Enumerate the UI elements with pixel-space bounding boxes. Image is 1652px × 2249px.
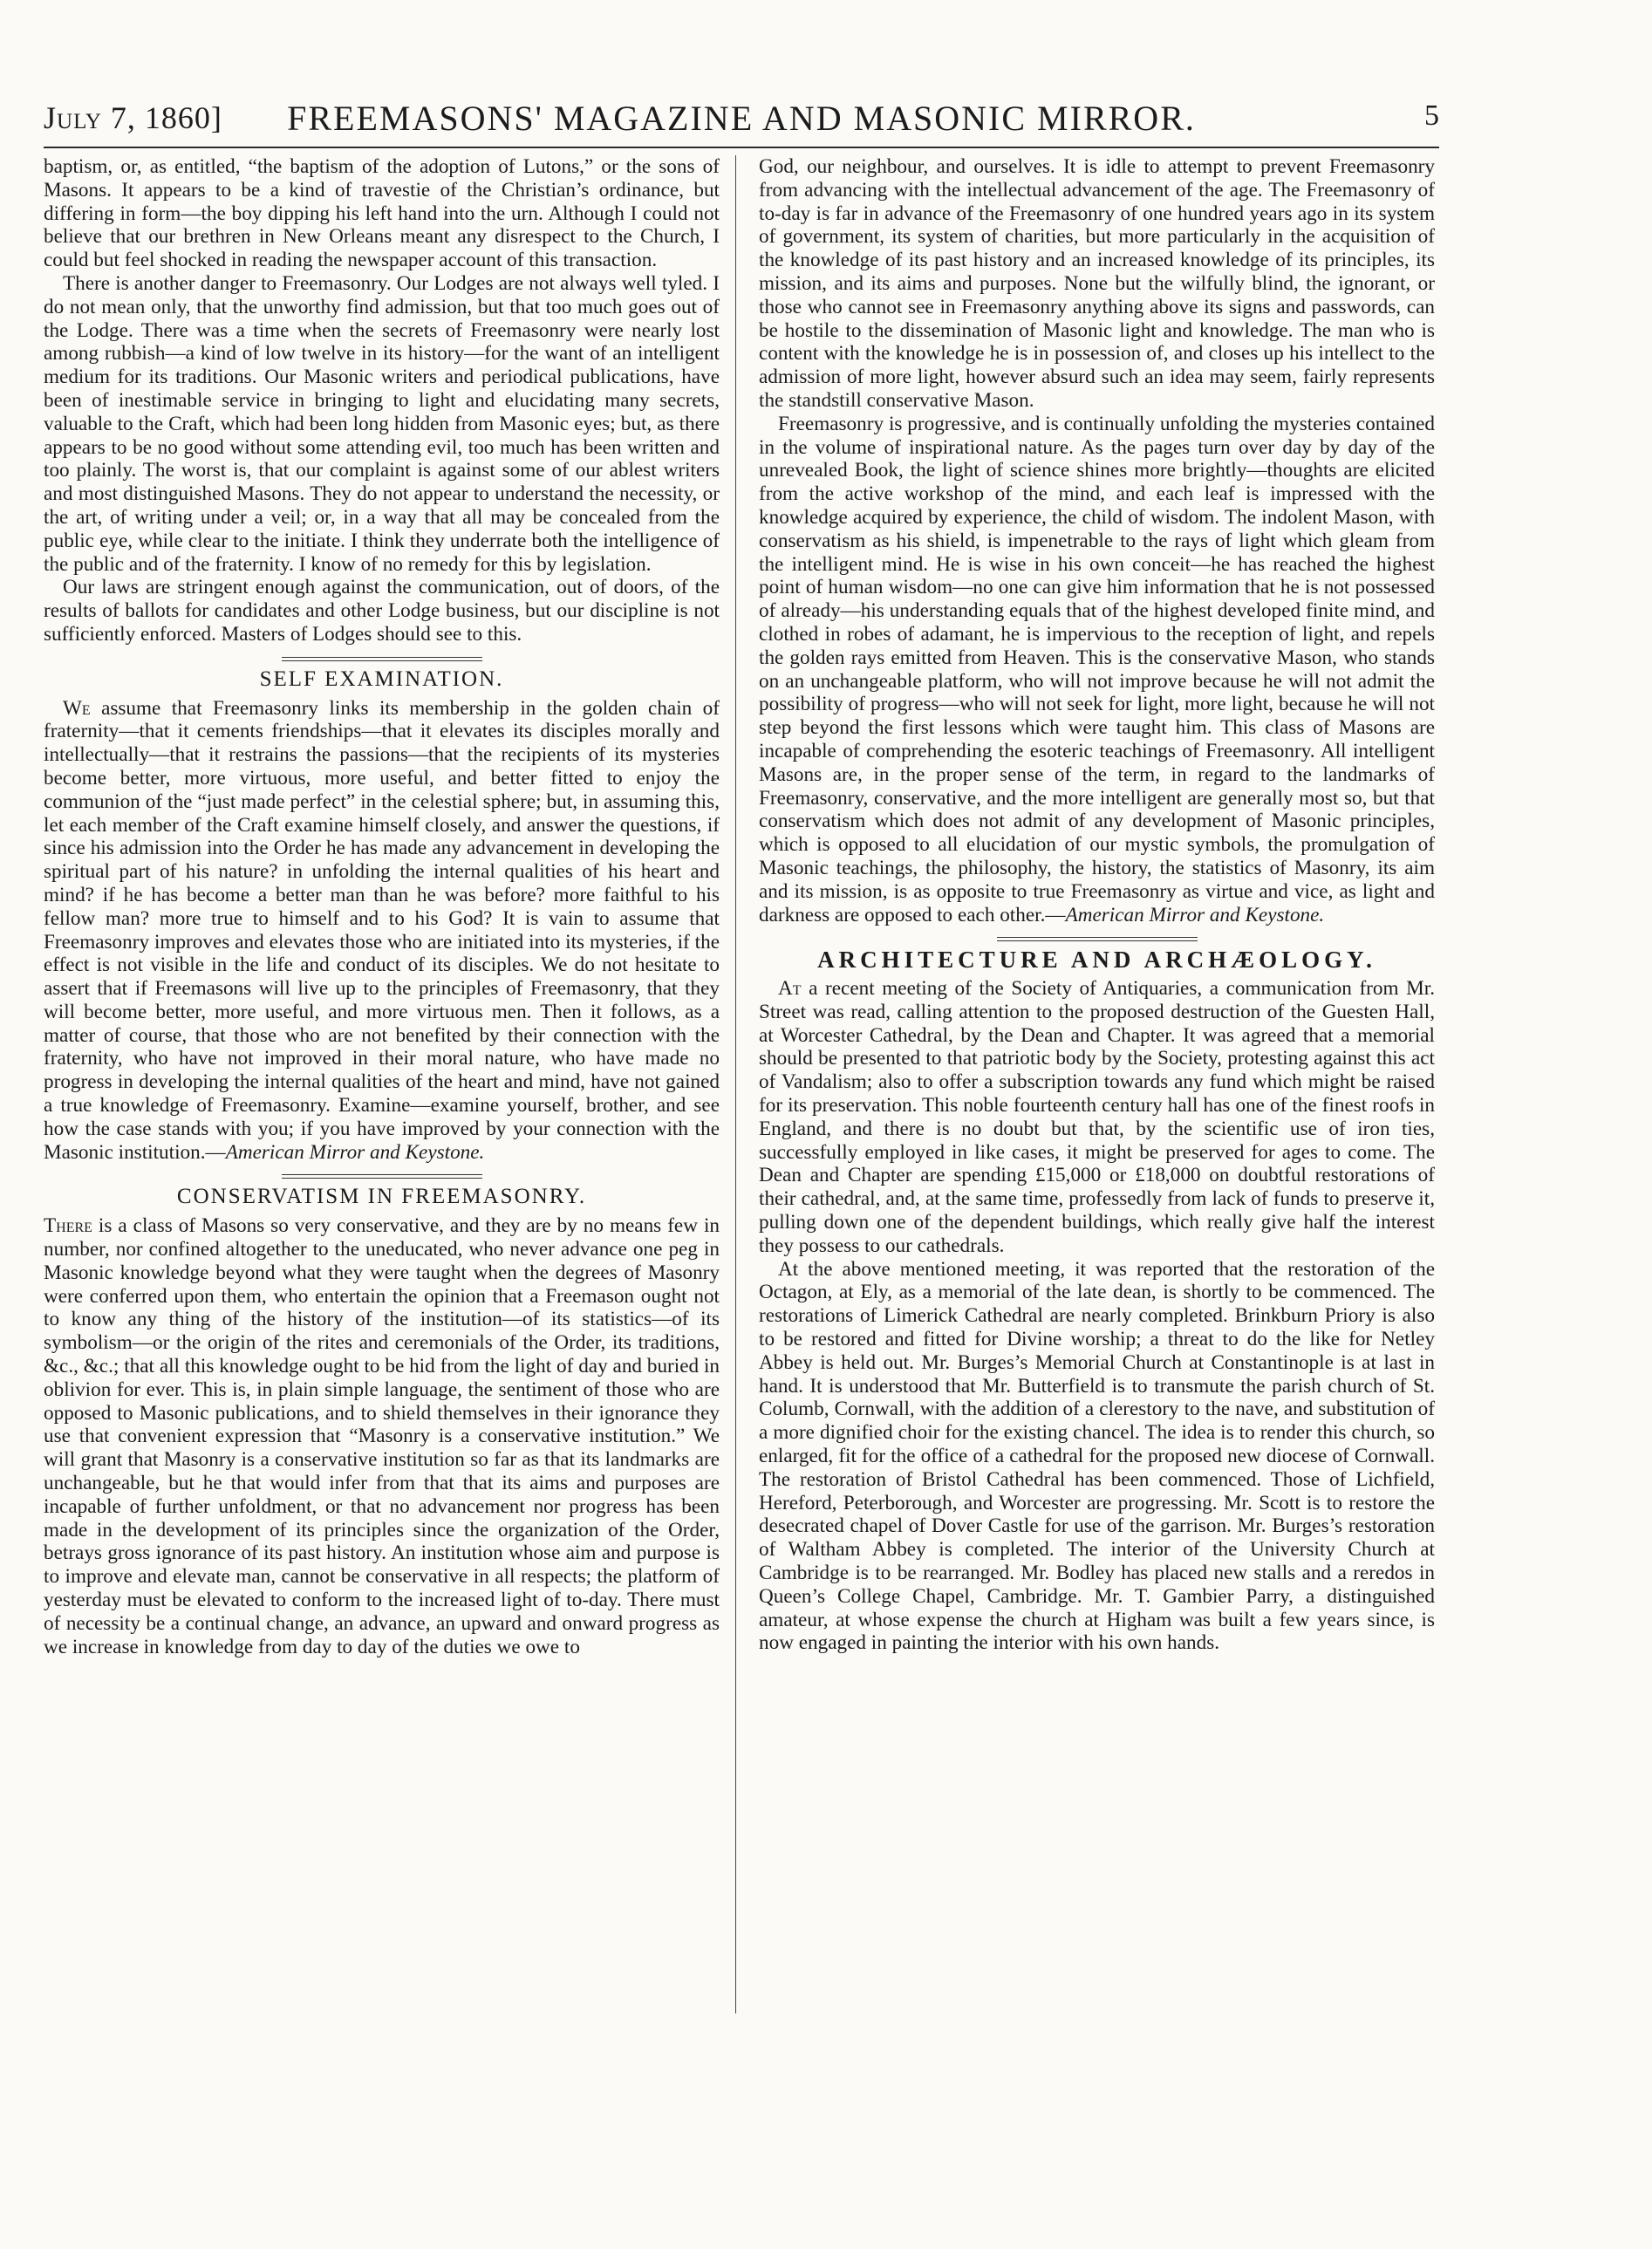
paragraph: God, our neighbour, and ourselves. It is idle to attempt to prevent Freemasonry from advancing with the intellectual advancement of the age. The Freemasonry of to-day is far in advance of the Freemasonry of one hundred years ago in its system of government, its system of charities, but more particularly in the acquisition of the knowledge of its past history and an increased knowledge of its principles, its mission, and its aims and purposes. None but the wilfully blind, the ignorant, or those who cannot see in Freemasonry anything above its signs and passwords, can be hostile to the dissemination of Masonic light and knowledge. The man who is content with the knowledge he is in possession of, and closes up his intellect to the admission of more light, however absurd such an idea may seem, fairly represents the standstill conservative Mason. bbox=[759, 155, 1435, 412]
paragraph bbox=[44, 697, 720, 1165]
issue-date: July 7, 1860] bbox=[44, 100, 222, 135]
section-heading-architecture: ARCHITECTURE AND ARCHÆOLOGY. bbox=[817, 947, 1376, 974]
paragraph-body: Freemasonry is progressive, and is continually unfolding the mysteries contained in the volume of inspirational nature. As the pages turn over day by day of the unrevealed Book, the light of science shines more brightly—thoughts are elicited from the active workshop of the mind, and each leaf is impressed with the knowledge acquired by experience, the child of wisdom. The indolent Mason, with conservatism as his shield, is impenetrable to the rays of light which gleam from the intelligent mind. He is wise in his own conceit—he has reached the highest point of human wisdom—no one can give him information that he is not possessed of already—his understanding equals that of the highest developed finite mind, and clothed in robes of adamant, he is impervious to the reception of light, and repels the golden rays emitted from Heaven. This is the conservative Mason, who stands on an unchangeable platform, who will not improve because he will not admit the possibility of progress—who will not seek for light, more light, because he will not step beyond the first lessons which were taught him. This class of Masons are incapable of comprehending the esoteric teachings of Freemasonry. All intelligent Masons are, in the proper sense of the term, in regard to the landmarks of Freemasonry, conservative, and the more intelligent are generally most so, but that conservatism which does not admit of any development of Masonic principles, which is opposed to all elucidation of our mystic symbols, the promulgation of Masonic teachings, the philosophy, the history, the statistics of Masonry, its aim and its mission, is as opposite to true Freemasonry as virtue and vice, as light and darkness are opposed to each other.— bbox=[759, 412, 1435, 926]
right-column bbox=[759, 155, 1435, 2232]
lead-word: At bbox=[778, 977, 802, 1001]
running-header bbox=[44, 94, 1439, 148]
lead-word: We bbox=[63, 696, 91, 720]
paragraph: At the above mentioned meeting, it was reported that the restoration of the Octagon, at Ely, as a memorial of the late dean, is shortly to be commenced. The restorations of Limerick Cathedral are nearly completed. Brinkburn Priory is also to be restored and fitted for Divine worship; a threat to do the like for Netley Abbey is held out. Mr. Burges’s Memorial Church at Constantinople is at last in hand. It is understood that Mr. Butterfield is to transmute the parish church of St. Columb, Cornwall, with the addition of a clerestory to the nave, and substitution of a more dignified choir for the existing chancel. The idea is to render this church, so enlarged, fit for the office of a cathedral for the proposed new diocese of Cornwall. The restoration of Bristol Cathedral has been commenced. Those of Lichfield, Hereford, Peterborough, and Worcester are progressing. Mr. Scott is to restore the desecrated chapel of Dover Castle for use of the garrison. Mr. Burges’s restoration of Waltham Abbey is completed. The interior of the University Church at Cambridge is to be rearranged. Mr. Bodley has placed new stalls and a reredos in Queen’s College Chapel, Cambridge. Mr. T. Gambier Parry, a distinguished amateur, at whose expense the church at Higham was built a few years since, is now engaged in painting the interior with his own hands. bbox=[759, 1257, 1435, 1655]
paragraph: baptism, or, as entitled, “the baptism of the adoption of Lutons,” or the sons of Masons. It appears to be a kind of travestie of the Christian’s ordinance, but differing in form—the boy dipping his left hand into the urn. Although I could not believe that our brethren in New Orleans meant any disrespect to the Church, I could but feel shocked in reading the newspaper account of this transaction. bbox=[44, 155, 720, 272]
section-divider bbox=[282, 1174, 482, 1179]
source-credit: American Mirror and Keystone. bbox=[225, 1140, 485, 1164]
column-rule bbox=[735, 155, 736, 2013]
section-heading-self-examination: SELF EXAMINATION. bbox=[259, 666, 504, 691]
paragraph: There is another danger to Freemasonry. Our Lodges are not always well tyled. I do not mean only, that the unworthy find admission, but that too much goes out of the Lodge. There was a time when the secrets of Freemasonry were nearly lost among rubbish—a kind of low twelve in its history—for the want of an intelligent medium for its traditions. Our Masonic writers and periodical publications, have been of inestimable service in bringing to light and elucidating many secrets, valuable to the Craft, which had been long hidden from Masonic eyes; but, as there appears to be no good without some attending evil, too much has been written and too plainly. The worst is, that our complaint is against some of our ablest writers and most distinguished Masons. They do not appear to understand the necessity, or the art, of writing under a veil; or, in a way that all may be concealed from the public eye, while clear to the initiate. I think they underrate both the intelligence of the public and of the fraternity. I know of no remedy for this by legislation. bbox=[44, 271, 720, 576]
section-divider bbox=[282, 657, 482, 661]
paragraph-body: a recent meeting of the Society of Antiquaries, a communication from Mr. Street was read, calling attention to the proposed destruction of the Guesten Hall, at Worcester Cathedral, by the Dean and Chapter. It was agreed that a memorial should be presented to that patriotic body by the Society, protesting against this act of Vandalism; also to offer a subscription towards any fund which might be raised for its preservation. This noble fourteenth century hall has one of the finest roofs in England, and there is no doubt but that, by the scientific use of iron ties, successfully employed in like cases, it might be preserved for ages to come. The Dean and Chapter are spending £15,000 or £18,000 on doubtful restorations of their cathedral, and, at the same time, professedly from lack of funds to preserve it, pulling down one of the dependent buildings, which really give half the interest they possess to our cathedrals. bbox=[759, 977, 1435, 1257]
paragraph bbox=[759, 977, 1435, 1258]
lead-word: There bbox=[44, 1214, 92, 1238]
paragraph: Our laws are stringent enough against the communication, out of doors, of the results of ballots for candidates and other Lodge business, but our discipline is not sufficiently enforced. Masters of Lodges should see to this. bbox=[44, 576, 720, 646]
paragraph bbox=[44, 1214, 720, 1658]
source-credit: American Mirror and Keystone. bbox=[1065, 903, 1325, 926]
paragraph-body: is a class of Masons so very conservative, and they are by no means few in number, nor confined altogether to the uneducated, who never advance one peg in Masonic knowledge beyond what they were taught when the degrees of Masonry were conferred upon them, who entertain the opinion that a Freemason ought not to know any thing of the history of the institution—of its statistics—of its symbolism—or the origin of the rites and ceremonials of the Order, its traditions, &c., &c.; that all this knowledge ought to be hid from the light of day and buried in oblivion for ever. This is, in plain simple language, the sentiment of those who are opposed to Masonic publications, and to shield themselves in their ignorance they use that convenient expression that “Masonry is a conservative institution.” We will grant that Masonry is a conservative institution so far as that its landmarks are unchangeable, but he that would infer from that that its aims and purposes are incapable of further unfoldment, or that no advancement nor progress has been made in the development of its principles since the organization of the Order, betrays gross ignorance of its past history. An institution whose aim and purpose is to improve and elevate man, cannot be conservative in all respects; the platform of yesterday must be elevated to conform to the increased light of to-day. There must of necessity be a continual change, an advance, an upward and onward progress as we increase in knowledge from day to day of the duties we owe to bbox=[44, 1214, 720, 1658]
section-divider bbox=[997, 937, 1198, 941]
publication-title: FREEMASONS' MAGAZINE AND MASONIC MIRROR. bbox=[287, 99, 1196, 138]
section-heading-conservatism: CONSERVATISM IN FREEMASONRY. bbox=[176, 1185, 587, 1209]
paragraph bbox=[759, 413, 1435, 927]
page-number: 5 bbox=[1424, 99, 1439, 132]
left-column bbox=[44, 155, 720, 2232]
paragraph-body: assume that Freemasonry links its membership in the golden chain of fraternity—that it cements friendships—that it elevates its disciples morally and intellectually—that it restrains the passions—that the recipients of its mysteries become better, more virtuous, more useful, and better fitted to enjoy the communion of the “just made perfect” in the celestial sphere; but, in assuming this, let each member of the Craft examine himself closely, and answer the questions, if since his admission into the Order he has made any advancement in developing the spiritual part of his nature? in unfolding the internal qualities of his heart and mind? if he has become a better man than he was before? more faithful to his fellow man? more true to himself and to his God? It is vain to assume that Freemasonry improves and elevates those who are initiated into its mysteries, if the effect is not visible in the life and conduct of its disciples. We do not hesitate to assert that if Freemasons will live up to the principles of Freemasonry, that they will become better, more useful, and more virtuous men. Then it follows, as a matter of course, that those who are not benefited by their connection with the fraternity, who have not improved in their moral nature, who have made no progress in developing the internal qualities of the heart and mind, have not gained a true knowledge of Freemasonry. Examine—examine yourself, brother, and see how the case stands with you; if you have improved by your connection with the Masonic institution.— bbox=[44, 696, 720, 1164]
